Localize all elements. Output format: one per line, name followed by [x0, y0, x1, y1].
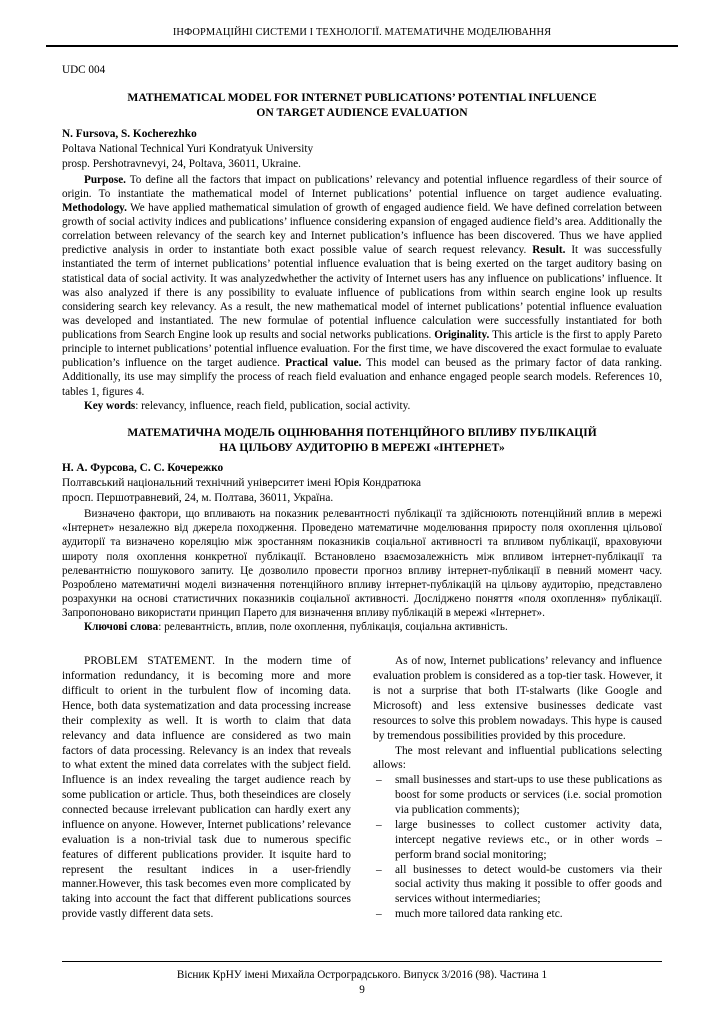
- ukrainian-affiliation-line-1: Полтавський національний технічний університет імені Юрія Кондратюка: [62, 477, 422, 490]
- list-item: [373, 773, 662, 818]
- body-two-column-layout: [62, 654, 662, 922]
- ukrainian-keywords-label: Ключові слова: [84, 621, 159, 634]
- body-right-column: [373, 654, 662, 922]
- abstract-originality-label: Originality.: [434, 329, 490, 342]
- abstract-originality-text: This article is the first to apply Pareto principle to internet publications’ potential influence evaluation. For the first time, we have discovered the exact formulae to evaluate publication’s influence on the target audience.: [62, 329, 662, 370]
- list-item-text: large businesses to collect customer activity data, intercept negative reviews etc., or in other words – perform brand social monitoring;: [395, 818, 662, 861]
- english-keywords-text: : relevancy, influence, reach field, publication, social activity.: [135, 399, 411, 412]
- footer-journal-line: Вісник КрНУ імені Михайла Остроградського. Випуск 3/2016 (98). Частина 1: [176, 969, 548, 981]
- running-header: ІНФОРМАЦІЙНІ СИСТЕМИ І ТЕХНОЛОГІЇ. МАТЕМАТИЧНЕ МОДЕЛЮВАННЯ: [172, 27, 552, 38]
- dash-bullet-icon: –: [376, 908, 382, 921]
- list-item-text: all businesses to detect would-be customers via their social activity thus making it possible to offer goods and services without intermediaries;: [395, 863, 662, 906]
- english-authors: N. Fursova, S. Kocherezhko: [62, 127, 197, 140]
- page-number: 9: [359, 984, 365, 996]
- abstract-practical-value-text: This model can beused as the primary factor of data ranking. Additionally, its use may simplify the process of reach field evaluation and enhance engaged people search models. References 10, tables 1, figures 4.: [62, 357, 663, 398]
- abstract-purpose-text: To define all the factors that impact on publications’ relevancy and potential influence regardless of their source of origin. To instantiate the mathematical model of Internet publications’ potential influence on target audience evaluating.: [62, 173, 662, 200]
- ukrainian-keywords: [62, 620, 662, 634]
- problem-statement-text: In the modern time of information redundancy, it is becoming more and more difficult to orient in the turbulent flow of incoming data. Hence, both data systematization and data processing increase their complexity as well. It is worth to claim that data relevancy and data influence are considered as two main factors of data processing. Relevancy is an index that reveals to what extent the mined data correlates with the subject field. Influence is an index revealing the target audience reach by some publication or article. Thus, both theseindices are closely connected because irrelevant publication can hardly exert any influence on anyone. However, Internet publications’ relevance evaluation is a non-trivial task due to numerous specific features of different publications provider. It isquite hard to represent the resultant indices in a user-friendly manner.However, this task becomes even more complicated by taking into account the fact that different publications sources provide vastly different data sets.: [62, 655, 351, 921]
- ukrainian-authors: Н. А. Фурсова, С. С. Кочережко: [62, 462, 224, 475]
- ukrainian-title: [62, 426, 662, 456]
- ukrainian-title-line-2: НА ЦІЛЬОВУ АУДИТОРІЮ В МЕРЕЖІ «ІНТЕРНЕТ»: [219, 441, 505, 454]
- benefits-list: [373, 773, 662, 922]
- page-content: [62, 64, 662, 922]
- dash-bullet-icon: –: [376, 818, 382, 831]
- right-column-paragraph-2: The most relevant and influential publications selecting allows:: [373, 744, 662, 772]
- ukrainian-abstract: Визначено фактори, що впливають на показник релевантності публікації та здійснюють потенційний вплив в мережі «Інтернет» незалежно від джерела походження. Проведено математичне моделювання приросту поля охоплення цільової аудиторії та визначено кореляцію між зростанням показників соціальної активності та впливом публікації, враховуючи широту поля охоплення конкретної публікації. Встановлено взаємозалежність між впливом інтернет-публікації та релевантністю пошукового запиту. Це дозволило провести прогноз впливу інтернет-публікації в певний момент часу. Розроблено математичні моделі визначення потенційного впливу інтернет-публікацій на цільову аудиторію, представлено розрахунки на основі статистичних показників соціальної активності. Досліджено поняття «поля охоплення» публікації. Запропоновано використати принцип Парето для визначення впливу публікацій в мережі «Інтернет».: [62, 508, 662, 620]
- list-item: [373, 907, 662, 922]
- footer-divider-rule: [62, 961, 662, 962]
- english-keywords-label: Key words: [84, 399, 136, 412]
- english-affiliation-line-1: Poltava National Technical Yuri Kondratyuk University: [62, 142, 314, 155]
- problem-statement-heading: PROBLEM STATEMENT.: [84, 655, 215, 668]
- abstract-methodology-text: We have applied mathematical simulation of growth of engaged audience field. We have defined correlation between growth of social activity indices and publications’ influence considering expansion of engaged audience field’s area. Additionally the correlation between relevancy of the search key and Internet publication’s influence has been discovered. Thus we have applied predictive analysis in order to instantiate both exact possible value of search request relevancy.: [62, 201, 662, 257]
- right-column-paragraph-1: As of now, Internet publications’ relevancy and influence evaluation problem is considered as a top-tier task. However, it is not a surprise that both IT-stalwarts (like Google and Microsoft) and less extensive businesses dedicate vast resources to solve this problem nowadays. This hype is caused by tremendous possibilities provided by this procedure.: [373, 655, 662, 742]
- ukrainian-affiliation-line-2: просп. Першотравневий, 24, м. Полтава, 36011, Україна.: [62, 492, 334, 505]
- english-title-line-1: MATHEMATICAL MODEL FOR INTERNET PUBLICATIONS’ POTENTIAL INFLUENCE: [127, 91, 597, 104]
- english-abstract: [62, 173, 662, 399]
- abstract-methodology-label: Methodology.: [62, 201, 127, 214]
- english-keywords: [62, 399, 662, 413]
- english-affiliation-line-2: prosp. Pershotravnevyi, 24, Poltava, 36011, Ukraine.: [62, 157, 301, 170]
- list-item-text: small businesses and start-ups to use these publications as boost for some products or services (i.e. social promotion via publication comments);: [395, 774, 662, 817]
- problem-statement-paragraph: [62, 654, 351, 922]
- list-item-text: much more tailored data ranking etc.: [395, 908, 563, 921]
- udc-code: UDC 004: [62, 64, 106, 76]
- list-item: [373, 863, 662, 908]
- ukrainian-title-line-1: МАТЕМАТИЧНА МОДЕЛЬ ОЦІНЮВАННЯ ПОТЕНЦІЙНОГО ВПЛИВУ ПУБЛІКАЦІЙ: [127, 426, 597, 439]
- english-title-line-2: ON TARGET AUDIENCE EVALUATION: [256, 106, 468, 120]
- dash-bullet-icon: –: [376, 863, 382, 876]
- list-item: [373, 818, 662, 863]
- dash-bullet-icon: –: [376, 774, 382, 787]
- english-title: [62, 90, 662, 121]
- ukrainian-keywords-text: : релевантність, вплив, поле охоплення, публікація, соціальна активність.: [158, 621, 508, 634]
- abstract-result-label: Result.: [532, 244, 566, 257]
- abstract-practical-value-label: Practical value.: [285, 357, 362, 370]
- abstract-result-text: It was successfully instantiated the term of internet publications’ potential influence evaluation that is being exerted on the target auditory basing on statistical data of social activity. It was analyzedwhether the activity of Internet users has any influence on publications’ influence. It was also analyzed if there is any possibility to evaluate influence of publications from within search engine look up results considering search key relevancy. As a result, the new mathematical model of internet publications’ potential influence evaluation was developed and instantiated. The new formulae of potential influence calculation were successfully instantiated for both publications from Search Engine look up results and social networks publications.: [62, 244, 662, 342]
- header-divider-rule: [46, 45, 678, 47]
- body-left-column: [62, 654, 351, 922]
- abstract-purpose-label: Purpose.: [84, 173, 126, 186]
